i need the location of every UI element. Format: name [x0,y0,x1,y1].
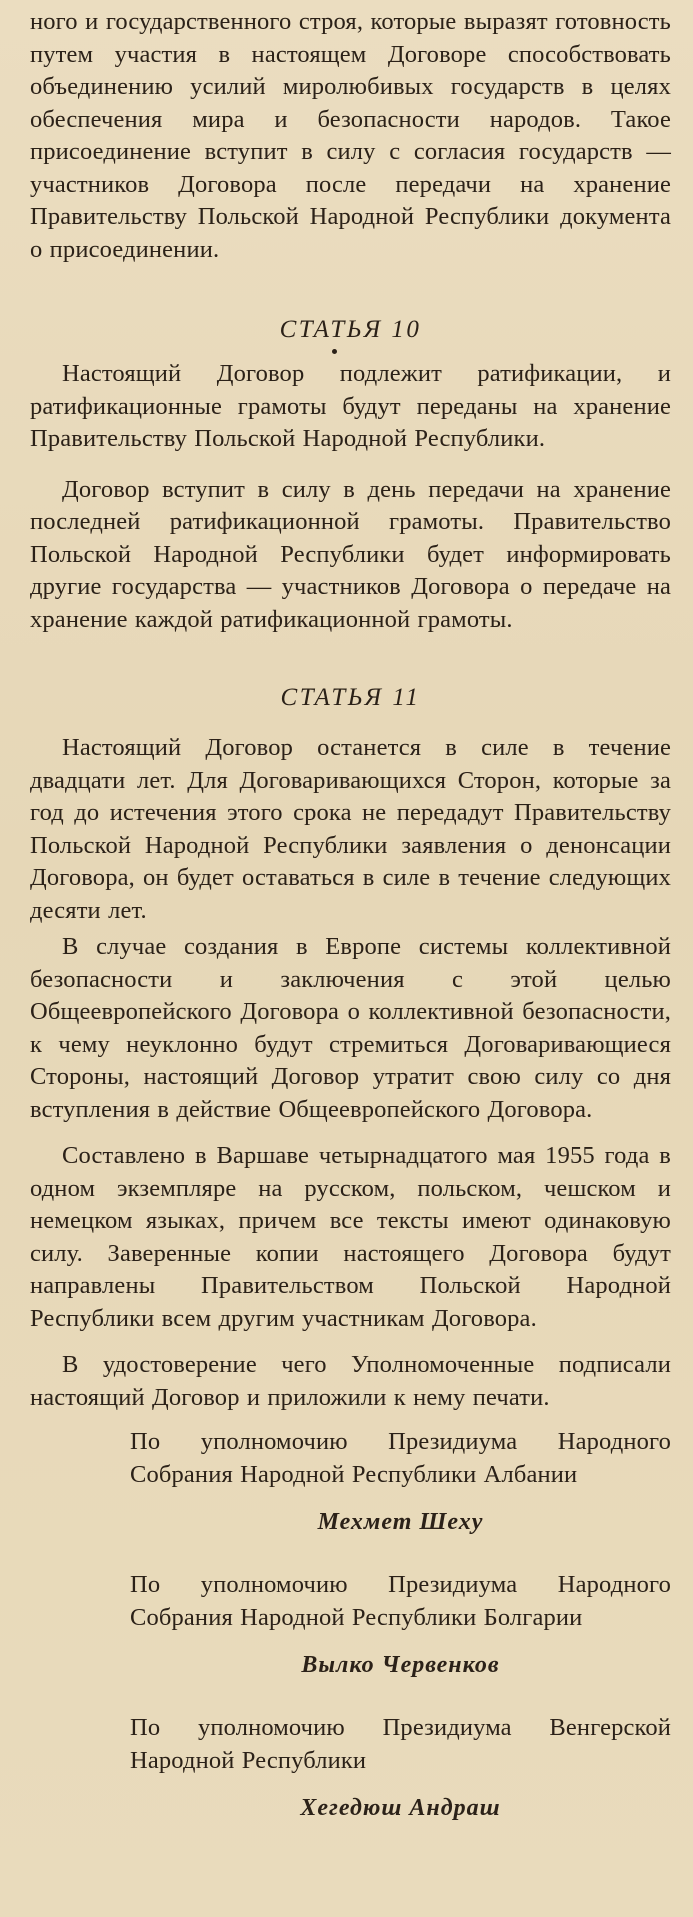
article-11-paragraph-3: Составлено в Варшаве четырнадцатого мая 1955 года в одном экземпляре на русском, польском, чешском и немецком языках, причем все тексты имеют одинаковую силу. Заверенные копии настоящего Договора будут направлены Правительством Польской Народной Республики всем другим участникам Договора. [30,1142,671,1332]
article-10-paragraph-1: Настоящий Договор подлежит ратификации, и ратификационные грамоты будут переданы на хранение Правительству Польской Народной Республики. [30,360,671,452]
article-11-paragraph-1: Настоящий Договор останется в силе в течение двадцати лет. Для Договаривающихся Сторон, которые за год до истечения этого срока не передадут Правительству Польской Народной Республики заявления о денонсации Договора, он будет оставаться в силе в течение следующих десяти лет. [30,734,671,924]
signatory-name: Хегедюш Андраш [300,1795,501,1821]
signature-authority: По уполномочию Президиума Венгерской Народной Республики [130,1714,671,1774]
article-11-paragraph-2: В случае создания в Европе системы коллективной безопасности и заключения с этой целью Общеевропейского Договора о коллективной безопасности, к чему неуклонно будут стремиться Договаривающиеся Стороны, настоящий Договор утратит свою силу со дня вступления в действие Общеевропейского Договора. [30,933,671,1123]
article-11-paragraph-4: В удостоверение чего Уполномоченные подписали настоящий Договор и приложили к нему печати. [30,1351,671,1411]
signature-authority: По уполномочию Президиума Народного Собрания Народной Республики Болгарии [130,1571,671,1631]
article-10-heading: СТАТЬЯ 10 [279,316,422,343]
signatory-name: Вылко Червенков [301,1652,500,1678]
signature-block-hungary [30,1712,671,1777]
signatory-name: Мехмет Шеху [317,1509,484,1535]
signature-block-albania [30,1426,671,1491]
signature-block-bulgaria [30,1569,671,1634]
print-dot-mark [332,349,337,354]
intro-paragraph: ного и государственного строя, которые выразят готовность путем участия в настоящем Договоре способствовать объединению усилий миролюбивых государств в целях обеспечения мира и безопасности народов. Такое присоединение вступит в силу с согласия государств — участников Договора после передачи на хранение Правительству Польской Народной Республики документа о присоединении. [30,8,671,263]
article-10-paragraph-2: Договор вступит в силу в день передачи на хранение последней ратификационной грамоты. Правительство Польской Народной Республики будет информировать другие государства — участников Договора о передаче на хранение каждой ратификационной грамоты. [30,475,671,633]
article-11-heading: СТАТЬЯ 11 [280,684,421,711]
signature-authority: По уполномочию Президиума Народного Собрания Народной Республики Албании [130,1428,671,1488]
